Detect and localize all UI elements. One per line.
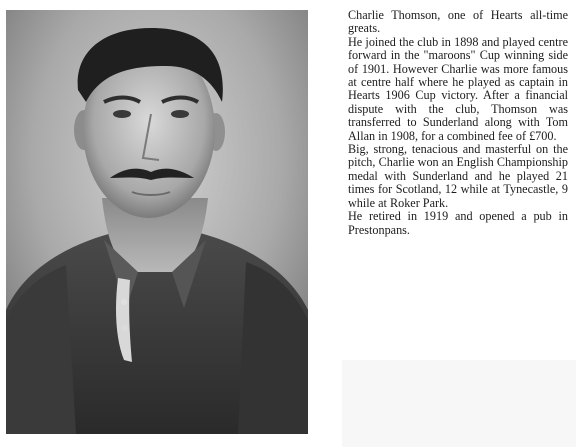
caption-text xyxy=(348,9,568,237)
caption-paragraph-sunderland: Big, strong, tenacious and masterful on the pitch, Charlie won an English Championship medal with Sunderland and he played 21 times for Scotland, 12 while at Tynecastle, 9 while at Roker Park. xyxy=(348,142,568,210)
caption-paragraph-intro: Charlie Thomson, one of Hearts all-time greats. xyxy=(348,8,568,36)
shirt-button xyxy=(122,325,128,331)
left-eye xyxy=(113,110,131,118)
shirt-button xyxy=(121,299,127,305)
caption-paragraph-career: He joined the club in 1898 and played centre forward in the "maroons" Cup winning side of 1901. However Charlie was more famous at centre half where he played as captain in Hearts 1906 Cup victory. After a financial dispute with the club, Thomson was transferred to Sunderland along with Tom Allan in 1908, for a combined fee of £700. xyxy=(348,34,568,143)
page-margin xyxy=(342,360,576,447)
right-eye xyxy=(171,110,189,118)
player-portrait-photo xyxy=(6,10,308,434)
portrait-photo-icon xyxy=(6,10,308,434)
caption-paragraph-retirement: He retired in 1919 and opened a pub in Prestonpans. xyxy=(348,209,568,237)
